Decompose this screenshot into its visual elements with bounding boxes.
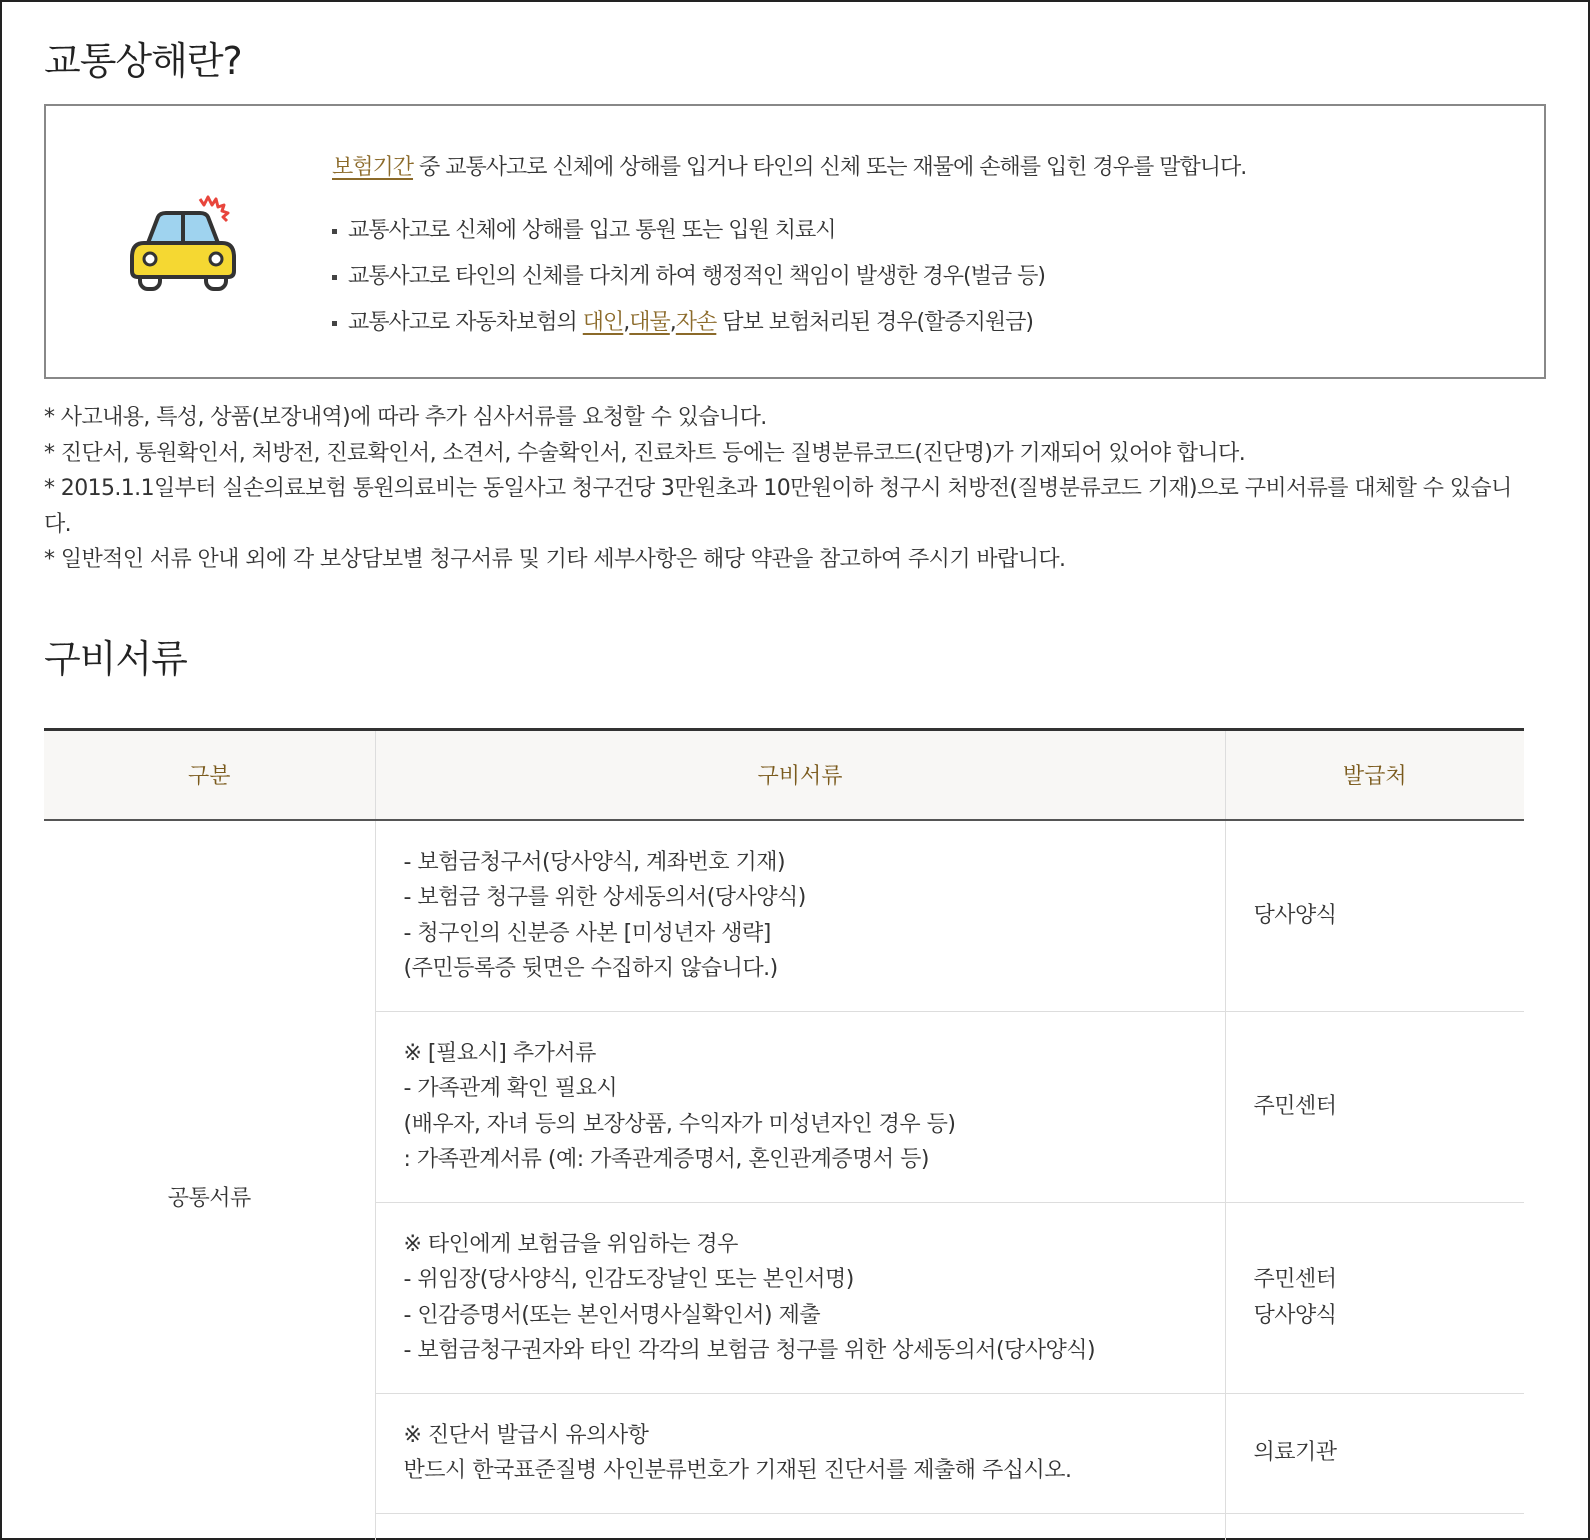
- insurance-period-link[interactable]: 보험기간: [332, 155, 414, 180]
- note-4: * 일반적인 서류 안내 외에 각 보상담보별 청구서류 및 기타 세부사항은 해당 약관을 참고하여 주시기 바랍니다.: [44, 547, 1066, 572]
- property-damage-link[interactable]: 대물: [629, 310, 670, 335]
- issuer-line: 주민센터: [1253, 1093, 1337, 1119]
- bullet-3-suffix: 담보 보험처리된 경우(할증지원금): [716, 310, 1033, 335]
- table-header-row: [44, 730, 1524, 820]
- doc-line: ※ 진단서 발급시 유의사항: [403, 1422, 649, 1448]
- doc-line: - 청구인의 신분증 사본 [미성년자 생략]: [403, 920, 771, 946]
- self-injury-link[interactable]: 자손: [675, 310, 717, 335]
- note-3: * 2015.1.1일부터 실손의료보험 통원의료비는 동일사고 청구건당 3만원초과 10만원이하 청구시 처방전(질병분류코드 기재)으로 구비서류를 대체할 수 있습니다.: [44, 476, 1512, 537]
- doc-line: - 보험금 청구를 위한 상세동의서(당사양식): [403, 885, 806, 910]
- doc-line: - 보험금청구권자와 타인 각각의 보험금 청구를 위한 상세동의서(당사양식): [403, 1338, 1096, 1363]
- bullet-item-2: 교통사고로 타인의 신체를 다치게 하여 행정적인 책임이 발생한 경우(벌금 등): [332, 262, 1045, 308]
- documents-cell: [375, 1513, 1225, 1540]
- doc-line: : 가족관계서류 (예: 가족관계증명서, 혼인관계증명서 등): [403, 1147, 929, 1172]
- bullet-item-1: 교통사고로 신체에 상해를 입고 통원 또는 입원 치료시: [332, 216, 1045, 262]
- doc-line: - 보험금청구서(당사양식, 계좌번호 기재): [403, 849, 786, 875]
- bullet-3-prefix: 교통사고로 자동차보험의: [348, 310, 583, 335]
- doc-line: - 위임장(당사양식, 인감도장날인 또는 본인서명): [403, 1267, 854, 1292]
- doc-line: ※ 타인에게 보험금을 위임하는 경우: [403, 1231, 738, 1257]
- section-title-traffic-injury: 교통상해란?: [44, 39, 242, 83]
- header-category: 구분: [44, 730, 375, 820]
- case-bullet-list: [332, 216, 1045, 354]
- category-common-docs: 공통서류: [44, 820, 375, 1540]
- issuer-cell: [1225, 1011, 1524, 1202]
- bullet-3-sep-2: ,: [669, 310, 676, 335]
- issuer-cell: [1225, 820, 1524, 1012]
- section-title-required-documents: 구비서류: [44, 637, 187, 681]
- bullet-item-3: [332, 308, 1045, 354]
- intro-box: [44, 104, 1546, 379]
- documents-cell: [375, 820, 1225, 1012]
- required-documents-table: [44, 728, 1524, 1540]
- doc-line: (주민등록증 뒷면은 수집하지 않습니다.): [403, 956, 778, 981]
- intro-lead-body: 중 교통사고로 신체에 상해를 입거나 타인의 신체 또는 재물에 손해를 입힌 경우를 말합니다.: [413, 155, 1247, 180]
- doc-line: 반드시 한국표준질병 사인분류번호가 기재된 진단서를 제출해 주십시오.: [403, 1458, 1072, 1483]
- table-row: [44, 820, 1524, 1012]
- issuer-cell: [1225, 1202, 1524, 1393]
- bodily-injury-link[interactable]: 대인: [582, 310, 624, 335]
- issuer-line: 당사양식: [1253, 1302, 1337, 1328]
- issuer-line: 주민센터: [1253, 1267, 1337, 1292]
- doc-line: ※ [필요시] 추가서류: [403, 1040, 596, 1066]
- header-documents: 구비서류: [375, 730, 1225, 820]
- issuer-line: 당사양식: [1253, 902, 1337, 928]
- issuer-line: 의료기관: [1253, 1440, 1337, 1466]
- car-accident-icon: [124, 191, 244, 301]
- intro-lead-text: [332, 150, 1246, 181]
- doc-line: - 인감증명서(또는 본인서명사실확인서) 제출: [403, 1302, 821, 1328]
- header-issuer: 발급처: [1225, 730, 1524, 820]
- documents-cell: [375, 1393, 1225, 1513]
- issuer-cell: [1225, 1393, 1524, 1513]
- doc-line: - 가족관계 확인 필요시: [403, 1076, 618, 1101]
- notes-block: [44, 400, 1534, 578]
- note-1: * 사고내용, 특성, 상품(보장내역)에 따라 추가 심사서류를 요청할 수 있습니다.: [44, 405, 767, 430]
- bullet-3-sep-1: ,: [623, 310, 630, 335]
- documents-cell: [375, 1202, 1225, 1393]
- documents-cell: [375, 1011, 1225, 1202]
- note-2: * 진단서, 통원확인서, 처방전, 진료확인서, 소견서, 수술확인서, 진료차트 등에는 질병분류코드(진단명)가 기재되어 있어야 합니다.: [44, 440, 1246, 466]
- issuer-cell: [1225, 1513, 1524, 1540]
- doc-line: (배우자, 자녀 등의 보장상품, 수익자가 미성년자인 경우 등): [403, 1111, 956, 1137]
